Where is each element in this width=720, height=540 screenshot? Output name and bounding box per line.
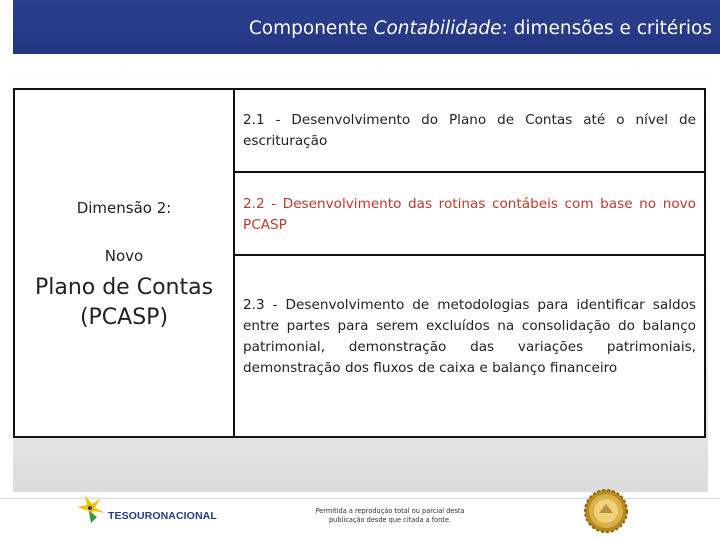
dimension-name xyxy=(15,273,233,333)
header-bar xyxy=(13,0,720,54)
copyright-line-1: Permitida a reprodução total ou parcial desta xyxy=(315,507,465,515)
copyright-note xyxy=(300,507,480,525)
criteria-table xyxy=(13,88,706,438)
criterion-row-2-text: 2.2 - Desenvolvimento das rotinas contábeis com base no novo PCASP xyxy=(243,196,696,233)
logo-text: TESOURONACIONAL xyxy=(108,510,217,522)
criterion-row-3: 2.3 - Desenvolvimento de metodologias para identificar saldos entre partes para serem excluídos na consolidação do balanço patrimonial, demonstração das variações patrimoniais, demonstração dos fluxos de caixa e balanço financeiro xyxy=(243,297,696,376)
title-prefix: Componente xyxy=(248,18,374,39)
tesouro-nacional-logo xyxy=(75,489,220,529)
dimension-name-line1: Plano de Contas xyxy=(34,275,214,300)
title-emphasis: Contabilidade xyxy=(373,18,502,39)
logo-mark-icon xyxy=(75,489,115,529)
row-divider xyxy=(235,254,704,256)
seal-icon xyxy=(583,488,629,534)
title-suffix: : dimensões e critérios xyxy=(501,18,712,39)
dimension-label: Dimensão 2: xyxy=(76,199,172,217)
dimension-subtitle: Novo xyxy=(104,247,144,265)
criterion-row-1: 2.1 - Desenvolvimento do Plano de Contas até o nível de escrituração xyxy=(243,112,696,149)
copyright-line-2: publicação desde que citada a fonte. xyxy=(328,516,452,524)
dimension-name-line2: (PCASP) xyxy=(79,305,169,330)
dimension-cell xyxy=(15,90,235,436)
criterion-row-2 xyxy=(235,188,704,255)
row-divider xyxy=(235,171,704,173)
page-title xyxy=(249,18,712,39)
